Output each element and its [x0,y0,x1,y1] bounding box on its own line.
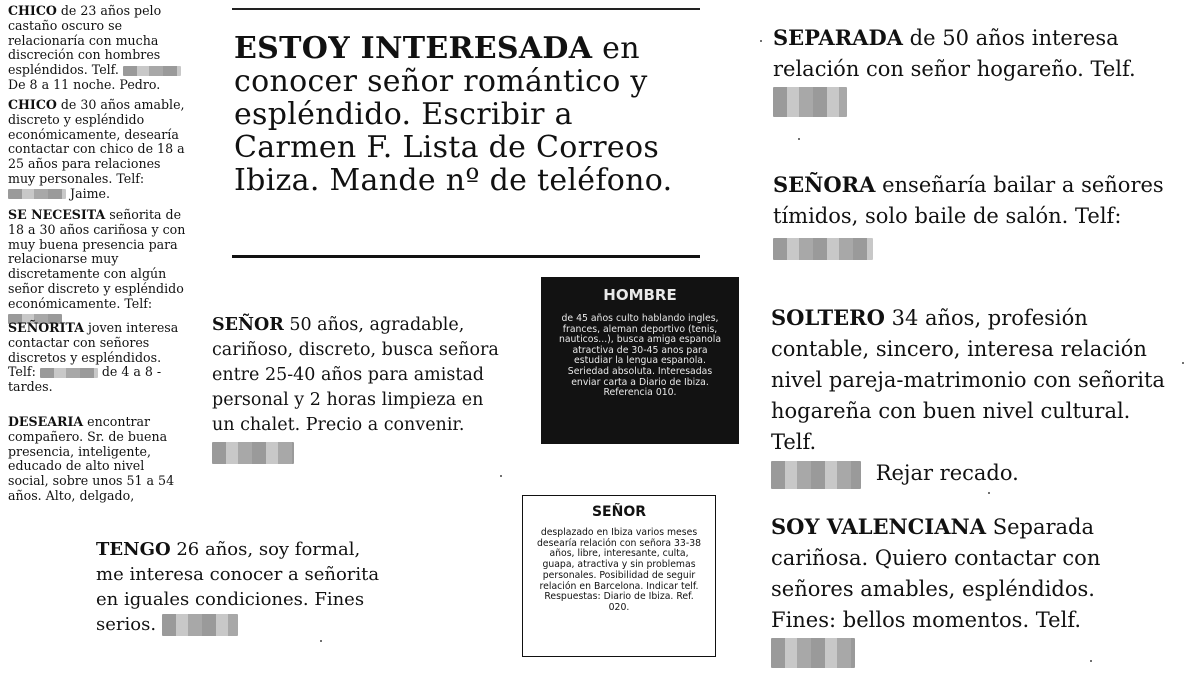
ad-text: encontrar compañero. Sr. de buena presencia, inteligente, educado de alto nivel social, sobre unos 51 a 54 años. Alto, delgado, [8,414,175,503]
box-text: de 45 años culto hablando ingles, frances, aleman deportivo (tenis, nauticos...), busca amiga espanola atractiva de 30-45 anos para estudiar la lengua espanola. Seriedad absoluta. Interesadas enviar carta a Diario de Ibiza. Referencia 010. [558,313,722,399]
scan-speck [798,138,800,140]
ad-keyword: SEÑORITA [8,320,84,335]
redacted-phone [771,638,855,668]
boxed-ad-senor [522,495,716,657]
scan-speck [988,492,990,494]
ad-text: de 23 años pelo castaño oscuro se relacionaría con mucha discreción con hombres espléndidos. Telf. [8,3,162,78]
classified-ad-chico-30 [8,98,188,202]
ad-keyword: SOY VALENCIANA [771,514,987,539]
ad-text: joven interesa contactar con señores discretos y espléndidos. Telf: [8,320,179,380]
featured-ad-estoy-interesada [232,8,700,258]
scan-speck [1182,362,1184,364]
redacted-phone [771,461,861,489]
ad-text: 34 años, profesión contable, sincero, interesa relación nivel pareja-matrimonio con señorita hogareña con buen nivel cultural. Telf. [771,306,1165,454]
classified-ad-separada [773,22,1168,117]
scan-speck [500,475,502,477]
redacted-phone [40,368,98,378]
classified-ad-senorita [8,321,188,395]
redacted-phone [212,442,294,464]
classified-ad-senora [773,169,1168,263]
ad-text: de 30 años amable, discreto y espléndido económicamente, desearía contactar con chico de 18 a 25 años para relaciones muy personales. Telf: [8,97,185,186]
classified-ad-tengo [96,537,386,637]
divider-rule [232,255,700,258]
classified-ad-desearia [8,415,188,504]
redacted-phone [123,66,181,76]
ad-text: 26 años, soy formal, me interesa conocer a señorita en iguales condiciones. Fines serios. [96,539,380,635]
redacted-phone [773,238,873,260]
ad-keyword: CHICO [8,97,57,112]
classified-ad-soltero [771,302,1166,489]
ad-text-end: de 4 a 8 - tardes. [8,364,162,395]
redacted-phone [773,87,847,117]
ad-keyword: SOLTERO [771,305,885,330]
ad-keyword: TENGO [96,539,171,560]
classified-ad-soy-valenciana [771,511,1166,668]
ad-keyword: SE NECESITA [8,207,106,222]
scan-speck [320,640,322,642]
ad-text: enseñaría bailar a señores tímidos, solo baile de salón. Telf: [773,173,1164,228]
ad-text: Separada cariñosa. Quiero contactar con señores amables, espléndidos. Fines: bellos momentos. Telf. [771,515,1101,632]
ad-keyword: SEÑORA [773,172,876,197]
box-heading: HOMBRE [603,286,677,304]
ad-text-end: Jaime. [70,185,110,201]
featured-ad-text [234,32,700,197]
ad-text: señorita de 18 a 30 años cariñosa y con muy buena presencia para relacionarse muy discretamente con algún señor discreto y espléndido económicamente. Telf: [8,207,186,311]
box-heading: SEÑOR [591,504,647,520]
ad-text: en conocer señor romántico y espléndido. Escribir a Carmen F. Lista de Correos Ibiza. Mande nº de teléfono. [234,31,673,198]
scan-speck [1090,660,1092,662]
box-text: desplazado en Ibiza varios meses desearía relación con señora 33-38 años, libre, interesante, culta, guapa, atractiva y sin problemas personales. Posibilidad de seguir relación en Barcelona. Indicar telf. Respuestas: Diario de Ibiza. Ref. 020. [536,527,702,613]
ad-keyword: SEÑOR [212,315,284,335]
scan-speck [760,40,762,42]
classified-ad-se-necesita [8,208,188,326]
classified-ad-chico-23 [8,4,188,93]
ad-text: de 50 años interesa relación con señor hogareño. Telf. [773,26,1136,81]
boxed-ad-hombre [541,277,739,444]
ad-keyword: SEPARADA [773,25,903,50]
ad-text: 50 años, agradable, cariñoso, discreto, busca señora entre 25-40 años para amistad personal y 2 horas limpieza en un chalet. Precio a convenir. [212,315,499,435]
ad-keyword: ESTOY INTERESADA [234,31,593,66]
classified-ad-senor-50 [212,313,502,464]
ad-text-end: Rejar recado. [875,461,1019,485]
ad-text-end: De 8 a 11 noche. Pedro. [8,76,161,92]
redacted-phone [8,189,66,199]
ad-keyword: CHICO [8,3,57,18]
ad-keyword: DESEARIA [8,414,84,429]
redacted-phone [162,614,238,636]
